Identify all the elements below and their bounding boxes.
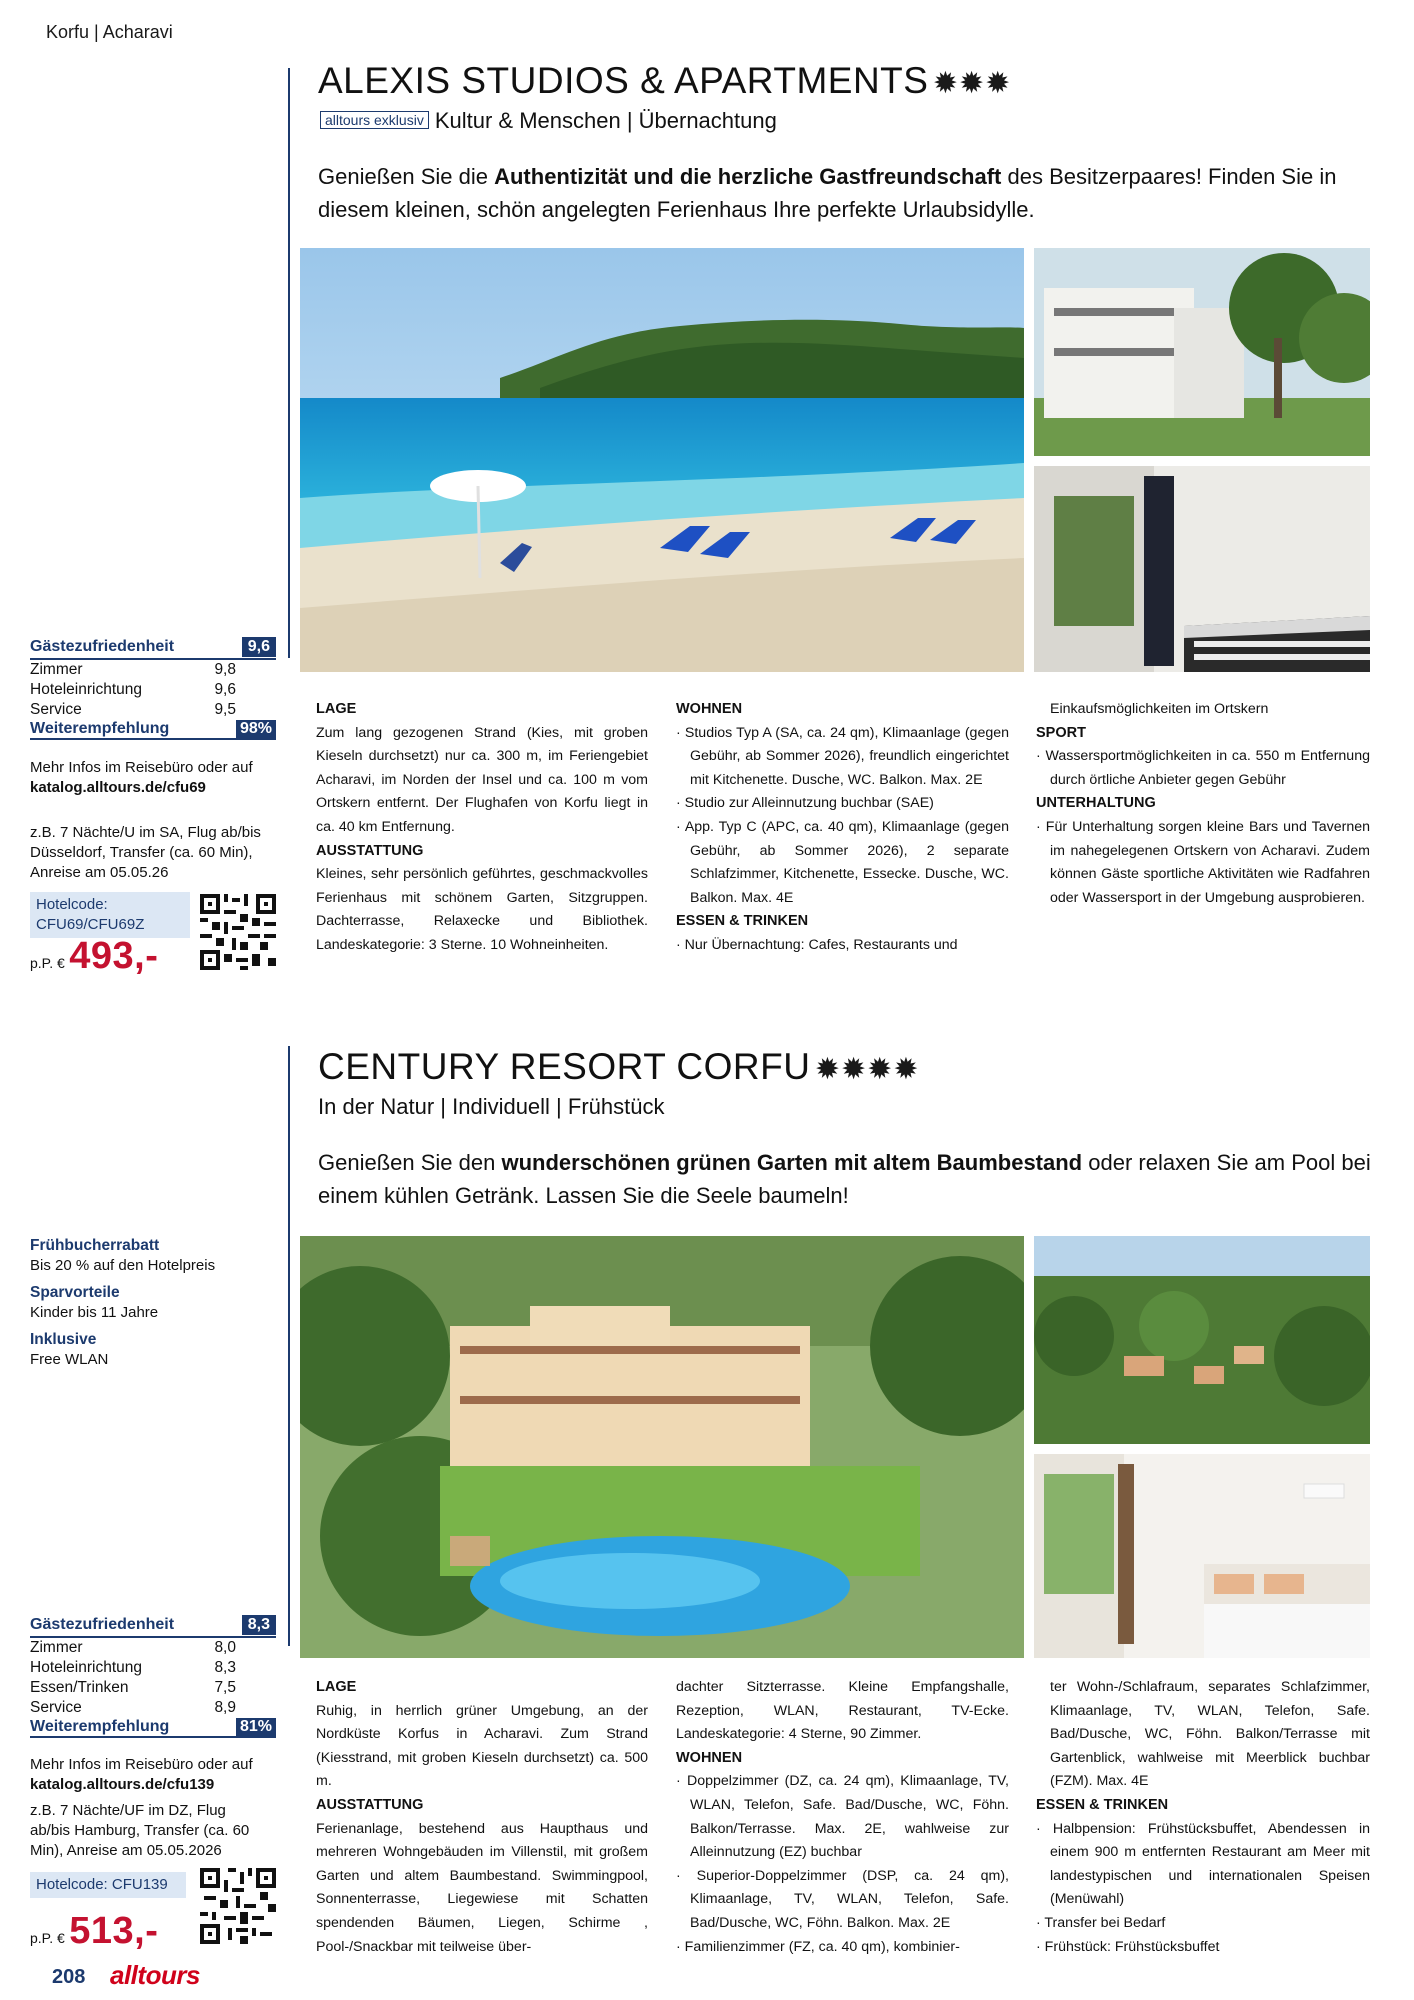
list-item: · Superior-Doppelzimmer (DSP, ca. 24 qm), Klimaanlage, TV, WLAN, Telefon, Safe. Bad/Dusche, WC, Föhn. Balkon. Max. 2E [676, 1865, 1009, 1936]
rating-row: Service 8,9 [30, 1699, 236, 1716]
hotel2-title-block [318, 1046, 919, 1088]
qr-code-icon[interactable] [200, 894, 276, 970]
hotel1-info: Mehr Infos im Reisebüro oder auf katalog.alltours.de/cfu69 [30, 758, 276, 798]
hotel2-intro: Genießen Sie den wunderschönen grünen Garten mit altem Baumbestand oder relaxen Sie am Pool bei einem kühlen Getränk. Lassen Sie die Seele baumeln! [318, 1150, 1371, 1208]
hotel2-title: CENTURY RESORT CORFU [318, 1046, 811, 1087]
hotel2-col-lage: LAGE Ruhig, in herrlich grüner Umgebung, an der Nordküste Korfus in Acharavi. Zum Strand (Kiesstrand, mit groben Kieseln durchsetzt) ca. 500 m. AUSSTATTUNG Ferienanlage, bestehend aus Haupthaus und mehreren Wohngebäuden im Villenstil, mit großem Garten und altem Baumbestand. Swimmingpool, Sonnenterrasse, Liegewiese mit Schatten spendenden Bäumen, Liegen, Schirme , Pool-/Snackbar mit teilweise über- [316, 1679, 648, 1955]
hotel1-title-block [318, 60, 1011, 102]
info-link[interactable]: katalog.alltours.de/cfu69 [30, 779, 206, 796]
hotel2-rating [30, 1615, 276, 1738]
list-item: · Für Unterhaltung sorgen kleine Bars und Tavernen im nahegelegenen Ortskern von Acharavi. Zudem können Gäste sportliche Aktivitäten wie Radfahren oder Wassersport in der Umgebung ausprobieren. [1036, 816, 1370, 910]
exclusive-badge: alltours exklusiv [320, 111, 429, 129]
page-number: 208 [52, 1966, 86, 1988]
aerial-photo [1034, 1236, 1370, 1444]
list-item: · App. Typ C (APC, ca. 40 qm), Klimaanlage (gegen Gebühr, ab Sommer 2026), 2 separate Schlafzimmer, Kitchenette, Essecke. Dusche, WC. Balkon. Max. 4E [676, 816, 1009, 910]
room-photo [1034, 466, 1370, 672]
list-item: · Studio zur Alleinnutzung buchbar (SAE) [676, 792, 1009, 816]
rating-header: Gästezufriedenheit 8,3 [30, 1615, 276, 1638]
rating-row: Zimmer 9,8 [30, 661, 236, 678]
recommendation: Weiterempfehlung 81% [30, 1718, 276, 1738]
rating-row: Hoteleinrichtung 9,6 [30, 681, 236, 698]
rating-row: Service 9,5 [30, 701, 236, 718]
recommendation: Weiterempfehlung 98% [30, 720, 276, 740]
hotel1-hotelcode: Hotelcode: CFU69/CFU69Z [30, 892, 190, 938]
hotel2-subtitle: In der Natur | Individuell | Frühstück [318, 1094, 665, 1119]
section-divider [288, 1046, 290, 1646]
hotel1-example: z.B. 7 Nächte/U im SA, Flug ab/bis Düsseldorf, Transfer (ca. 60 Min), Anreise am 05.05.26 [30, 824, 261, 881]
hotel1-price-block [30, 935, 158, 978]
hotel2-stars: ✹✹✹✹ [814, 1053, 920, 1086]
section-divider [288, 68, 290, 658]
list-item: · Familienzimmer (FZ, ca. 40 qm), kombinier- [676, 1936, 1009, 1960]
list-item: · Halbpension: Frühstücksbuffet, Abendessen in einem 900 m entfernten Restaurant am Meer mit landestypischen und internationalen Speisen (Menüwahl) [1036, 1818, 1370, 1912]
resort-pool-photo [300, 1236, 1024, 1658]
hotel2-example: z.B. 7 Nächte/UF im DZ, Flug ab/bis Hamburg, Transfer (ca. 60 Min), Anreise am 05.05.2026 [30, 1802, 250, 1859]
hotel2-col-wohnen: dachter Sitzterrasse. Kleine Empfangshalle, Rezeption, WLAN, Restaurant, TV-Ecke. Landeskategorie: 4 Sterne, 90 Zimmer. WOHNEN · Doppelzimmer (DZ, ca. 24 qm), Klimaanlage, TV, WLAN, Telefon, Safe. Bad/Dusche, WC, Föhn. Balkon/Terrasse. Max. 2E, wahlweise zur Alleinnutzung (EZ) buchbar · Superior-Doppelzimmer (DSP, ca. 24 qm), Klimaanlage, TV, WLAN, Telefon, Safe. Bad/Dusche, WC, Föhn. Balkon. Max. 2E · Familienzimmer (FZ, ca. 40 qm), kombinier- [676, 1676, 1009, 1959]
list-item: · Studios Typ A (SA, ca. 24 qm), Klimaanlage (gegen Gebühr, ab Sommer 2026), freundlich eingerichtet mit Kitchenette. Dusche, WC. Balkon. Max. 2E [676, 722, 1009, 793]
hotel2-price-block [30, 1910, 158, 1953]
price-prefix: p.P. € [30, 955, 65, 971]
hotel1-intro: Genießen Sie die Authentizität und die herzliche Gastfreundschaft des Besitzerpaares! Finden Sie in diesem kleinen, schön angelegten Ferienhaus Ihre perfekte Urlaubsidylle. [318, 164, 1337, 222]
hotel1-title: ALEXIS STUDIOS & APARTMENTS [318, 60, 929, 101]
rating-score: 8,3 [242, 1615, 276, 1635]
list-item: · Nur Übernachtung: Cafes, Restaurants und [676, 934, 1009, 958]
rating-row: Hoteleinrichtung 8,3 [30, 1659, 236, 1676]
beach-photo [300, 248, 1024, 672]
bedroom-photo [1034, 1454, 1370, 1658]
list-item: · Wassersportmöglichkeiten in ca. 550 m Entfernung durch örtliche Anbieter gegen Gebühr [1036, 745, 1370, 792]
qr-code-icon[interactable] [200, 1868, 276, 1944]
rating-row: Essen/Trinken 7,5 [30, 1679, 236, 1696]
hotel1-col-sport: Einkaufsmöglichkeiten im Ortskern SPORT · Wassersportmöglichkeiten in ca. 550 m Entfernung durch örtliche Anbieter gegen Gebühr UNTERHALTUNG · Für Unterhaltung sorgen kleine Bars und Tavernen im nahegelegenen Ortskern von Acharavi. Zudem können Gäste sportliche Aktivitäten wie Radfahren oder Wassersport in der Umgebung ausprobieren. [1036, 698, 1370, 910]
price-prefix: p.P. € [30, 1930, 65, 1946]
hotel2-col-essen: ter Wohn-/Schlafraum, separates Schlafzimmer, Klimaanlage, TV, WLAN, Telefon, Safe. Bad/Dusche, WC, Föhn. Balkon/Terrasse mit Gartenblick, wahlweise mit Meerblick buchbar (FZM). Max. 4E ESSEN & TRINKEN · Halbpension: Frühstücksbuffet, Abendessen in einem 900 m entfernten Restaurant am Meer mit landestypischen und internationalen Speisen (Menüwahl) · Transfer bei Bedarf · Frühstück: Frühstücksbuffet [1036, 1676, 1370, 1959]
rating-header: Gästezufriedenheit 9,6 [30, 637, 276, 660]
hotel2-benefits: Frühbucherrabatt Bis 20 % auf den Hotelpreis Sparvorteile Kinder bis 11 Jahre Inklusive Free WLAN [30, 1237, 216, 1368]
hotel1-subtitle-block [320, 108, 777, 134]
hotel1-col-wohnen: WOHNEN · Studios Typ A (SA, ca. 24 qm), Klimaanlage (gegen Gebühr, ab Sommer 2026), freundlich eingerichtet mit Kitchenette. Dusche, WC. Balkon. Max. 2E · Studio zur Alleinnutzung buchbar (SAE) · App. Typ C (APC, ca. 40 qm), Klimaanlage (gegen Gebühr, ab Sommer 2026), 2 separate Schlafzimmer, Kitchenette, Essecke. Dusche, WC. Balkon. Max. 4E ESSEN & TRINKEN · Nur Übernachtung: Cafes, Restaurants und [676, 698, 1009, 958]
hotel2-info: Mehr Infos im Reisebüro oder auf katalog.alltours.de/cfu139 [30, 1755, 276, 1795]
hotel2-hotelcode: Hotelcode: CFU139 [30, 1872, 186, 1898]
hotel1-col-lage: LAGE Zum lang gezogenen Strand (Kies, mit groben Kieseln durchsetzt) nur ca. 300 m, im Feriengebiet Acharavi, im Norden der Insel und ca. 100 m vom Ortskern entfernt. Der Flughafen von Korfu liegt in ca. 40 km Entfernung. AUSSTATTUNG Kleines, sehr persönlich geführtes, geschmackvolles Ferienhaus mit schönem Garten, Sitzgruppen. Dachterrasse, Relaxecke und Bibliothek. Landeskategorie: 3 Sterne. 10 Wohneinheiten. [316, 701, 648, 953]
list-item: · Doppelzimmer (DZ, ca. 24 qm), Klimaanlage, TV, WLAN, Telefon, Safe. Bad/Dusche, WC, Föhn. Balkon/Terrasse. Max. 2E, wahlweise zur Alleinnutzung (EZ) buchbar [676, 1770, 1009, 1864]
breadcrumb: Korfu | Acharavi [46, 22, 173, 42]
info-link[interactable]: katalog.alltours.de/cfu139 [30, 1776, 215, 1793]
price: 513,- [69, 1910, 159, 1952]
rating-row: Zimmer 8,0 [30, 1639, 236, 1656]
hotel1-rating [30, 637, 276, 740]
brand-logo: alltours [110, 1960, 200, 1990]
price: 493,- [69, 935, 159, 977]
list-item: · Frühstück: Frühstücksbuffet [1036, 1936, 1370, 1960]
rating-score: 9,6 [242, 637, 276, 657]
hotel1-stars: ✹✹✹ [932, 67, 1012, 100]
building-photo [1034, 248, 1370, 456]
hotel1-subtitle: Kultur & Menschen | Übernachtung [434, 108, 777, 133]
list-item: · Transfer bei Bedarf [1036, 1912, 1370, 1936]
